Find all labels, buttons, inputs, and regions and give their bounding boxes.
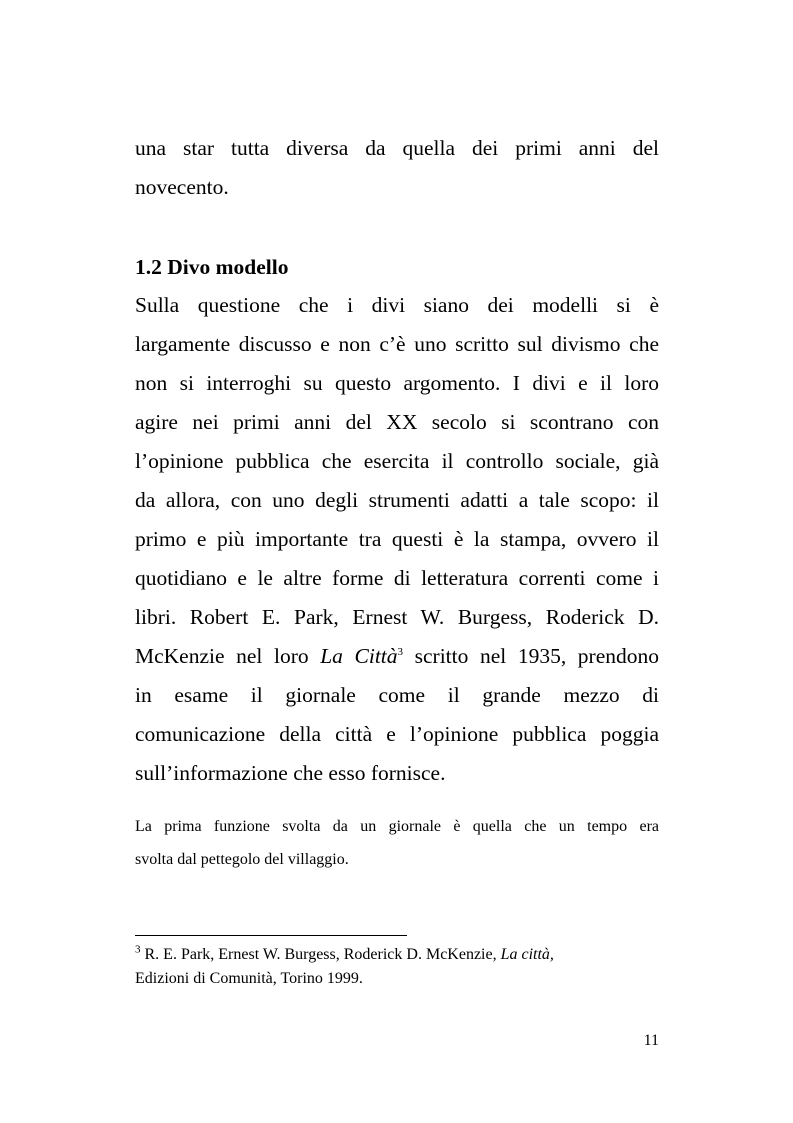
footnote-number: 3 [135, 943, 141, 956]
body-line: largamente discusso e non c’è uno scritto sul divismo che [135, 332, 659, 356]
footnote-reference[interactable]: 3 [397, 645, 404, 658]
body-line: non si interroghi su questo argomento. I divi e il loro [135, 371, 659, 395]
body-line: primo e più importante tra questi è la stampa, ovvero il [135, 527, 659, 551]
body-line: agire nei primi anni del XX secolo si scontrano con [135, 410, 659, 434]
body-line: l’opinione pubblica che esercita il controllo sociale, già [135, 449, 659, 473]
quote-line: svolta dal pettegolo del villaggio. [135, 851, 349, 868]
body-line: una star tutta diversa da quella dei primi anni del [135, 136, 659, 160]
footnote [135, 944, 659, 966]
body-line: novecento. [135, 175, 229, 199]
footnote-book-title: La città, [500, 946, 554, 963]
footnote-text: R. E. Park, Ernest W. Burgess, Roderick D. McKenzie, [140, 946, 501, 963]
quote-line: La prima funzione svolta da un giornale è quella che un tempo era [135, 818, 659, 835]
citation-text-before: McKenzie nel loro [135, 644, 321, 668]
body-line: da allora, con uno degli strumenti adatti a tale scopo: il [135, 488, 659, 512]
body-line: quotidiano e le altre forme di letteratura correnti come i [135, 566, 659, 590]
citation-text-after: scritto nel 1935, prendono [403, 644, 659, 668]
body-line: libri. Robert E. Park, Ernest W. Burgess, Roderick D. [135, 605, 659, 629]
body-line: in esame il giornale come il grande mezzo di [135, 683, 659, 707]
body-line-citation [135, 642, 659, 670]
footnote-line: Edizioni di Comunità, Torino 1999. [135, 970, 363, 987]
footnote-separator [135, 935, 407, 936]
body-line: comunicazione della città e l’opinione pubblica poggia [135, 722, 659, 746]
page-number: 11 [643, 1032, 659, 1049]
body-line: Sulla questione che i divi siano dei modelli si è [135, 293, 659, 317]
section-heading: 1.2 Divo modello [135, 255, 289, 279]
body-line: sull’informazione che esso fornisce. [135, 761, 446, 785]
book-title: La Città [320, 644, 398, 668]
